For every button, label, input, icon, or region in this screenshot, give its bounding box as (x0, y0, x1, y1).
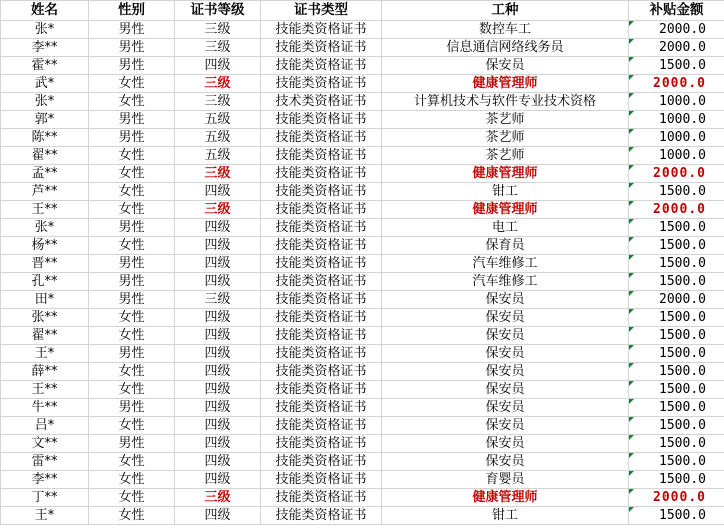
table-row (1, 57, 724, 75)
table-row (1, 237, 724, 255)
cell-type[interactable]: 技能类资格证书 (261, 309, 382, 327)
cell-name[interactable]: 吕* (1, 417, 89, 435)
cell-job[interactable]: 健康管理师 (382, 165, 629, 183)
cell-amount[interactable]: 1000.0 (629, 147, 724, 165)
cell-name[interactable]: 张* (1, 21, 89, 39)
cell-level[interactable]: 三级 (175, 75, 261, 93)
cell-type[interactable]: 技能类资格证书 (261, 75, 382, 93)
cell-type[interactable]: 技能类资格证书 (261, 111, 382, 129)
table-row (1, 255, 724, 273)
cell-name[interactable]: 郭* (1, 111, 89, 129)
cell-job[interactable]: 保安员 (382, 57, 629, 75)
table-row (1, 489, 724, 507)
cell-level[interactable]: 四级 (175, 237, 261, 255)
cell-gender[interactable]: 男性 (89, 435, 175, 453)
cell-type[interactable]: 技能类资格证书 (261, 39, 382, 57)
cell-type[interactable]: 技能类资格证书 (261, 57, 382, 75)
table-row (1, 219, 724, 237)
cell-gender[interactable]: 女性 (89, 237, 175, 255)
cell-gender[interactable]: 男性 (89, 291, 175, 309)
cell-job[interactable]: 保安员 (382, 399, 629, 417)
cell-amount[interactable]: 1500.0 (629, 237, 724, 255)
cell-amount[interactable]: 1500.0 (629, 309, 724, 327)
cell-name[interactable]: 王** (1, 381, 89, 399)
header-type[interactable]: 证书类型 (261, 1, 382, 21)
table-row (1, 363, 724, 381)
cell-name[interactable]: 翟** (1, 327, 89, 345)
cell-amount[interactable]: 2000.0 (629, 165, 724, 183)
cell-job[interactable]: 钳工 (382, 507, 629, 525)
table-row (1, 165, 724, 183)
header-row (1, 1, 724, 21)
cell-level[interactable]: 四级 (175, 435, 261, 453)
cell-job[interactable]: 信息通信网络线务员 (382, 39, 629, 57)
table-row (1, 111, 724, 129)
cell-level[interactable]: 四级 (175, 327, 261, 345)
cell-amount[interactable]: 1500.0 (629, 255, 724, 273)
cell-type[interactable]: 技术类资格证书 (261, 93, 382, 111)
cell-amount[interactable]: 1500.0 (629, 453, 724, 471)
cell-amount[interactable]: 1000.0 (629, 111, 724, 129)
cell-name[interactable]: 孔** (1, 273, 89, 291)
header-row-group (1, 1, 724, 21)
cell-job[interactable]: 保安员 (382, 291, 629, 309)
cell-job[interactable]: 保安员 (382, 327, 629, 345)
cell-type[interactable]: 技能类资格证书 (261, 435, 382, 453)
cell-type[interactable]: 技能类资格证书 (261, 183, 382, 201)
cell-gender[interactable]: 女性 (89, 309, 175, 327)
cell-amount[interactable]: 2000.0 (629, 201, 724, 219)
cell-job[interactable]: 保安员 (382, 435, 629, 453)
cell-name[interactable]: 陈** (1, 129, 89, 147)
cell-type[interactable]: 技能类资格证书 (261, 291, 382, 309)
header-job[interactable]: 工种 (382, 1, 629, 21)
cell-gender[interactable]: 男性 (89, 39, 175, 57)
table-row (1, 507, 724, 525)
cell-job[interactable]: 电工 (382, 219, 629, 237)
cell-type[interactable]: 技能类资格证书 (261, 381, 382, 399)
cell-amount[interactable]: 1500.0 (629, 435, 724, 453)
table-body (1, 21, 724, 525)
cell-job[interactable]: 茶艺师 (382, 147, 629, 165)
cell-type[interactable]: 技能类资格证书 (261, 489, 382, 507)
cell-name[interactable]: 霍** (1, 57, 89, 75)
cell-job[interactable]: 保安员 (382, 309, 629, 327)
cell-gender[interactable]: 女性 (89, 363, 175, 381)
table-row (1, 39, 724, 57)
cell-name[interactable]: 牛** (1, 399, 89, 417)
cell-gender[interactable]: 男性 (89, 129, 175, 147)
cell-gender[interactable]: 女性 (89, 417, 175, 435)
cell-amount[interactable]: 1500.0 (629, 507, 724, 525)
table-row (1, 147, 724, 165)
cell-level[interactable]: 三级 (175, 21, 261, 39)
cell-level[interactable]: 四级 (175, 417, 261, 435)
cell-level[interactable]: 四级 (175, 57, 261, 75)
table-row (1, 201, 724, 219)
cell-name[interactable]: 王* (1, 507, 89, 525)
cell-gender[interactable]: 女性 (89, 471, 175, 489)
header-level[interactable]: 证书等级 (175, 1, 261, 21)
cell-name[interactable]: 李** (1, 39, 89, 57)
cell-type[interactable]: 技能类资格证书 (261, 417, 382, 435)
cell-level[interactable]: 四级 (175, 399, 261, 417)
table-row (1, 93, 724, 111)
cell-job[interactable]: 健康管理师 (382, 201, 629, 219)
cell-gender[interactable]: 女性 (89, 453, 175, 471)
header-name[interactable]: 姓名 (1, 1, 89, 21)
cell-gender[interactable]: 女性 (89, 147, 175, 165)
cell-job[interactable]: 育婴员 (382, 471, 629, 489)
cell-level[interactable]: 四级 (175, 273, 261, 291)
cell-job[interactable]: 茶艺师 (382, 129, 629, 147)
cell-name[interactable]: 李** (1, 471, 89, 489)
cell-amount[interactable]: 1500.0 (629, 57, 724, 75)
cell-name[interactable]: 张* (1, 219, 89, 237)
cell-level[interactable]: 四级 (175, 471, 261, 489)
cell-job[interactable]: 钳工 (382, 183, 629, 201)
table-row (1, 129, 724, 147)
table-row (1, 381, 724, 399)
cell-name[interactable]: 张* (1, 93, 89, 111)
cell-type[interactable]: 技能类资格证书 (261, 237, 382, 255)
cell-level[interactable]: 四级 (175, 363, 261, 381)
cell-level[interactable]: 三级 (175, 165, 261, 183)
table-row (1, 417, 724, 435)
cell-name[interactable]: 翟** (1, 147, 89, 165)
cell-gender[interactable]: 女性 (89, 489, 175, 507)
table-row (1, 309, 724, 327)
cell-level[interactable]: 四级 (175, 507, 261, 525)
cell-amount[interactable]: 2000.0 (629, 75, 724, 93)
cell-type[interactable]: 技能类资格证书 (261, 471, 382, 489)
cell-level[interactable]: 三级 (175, 39, 261, 57)
table-row (1, 327, 724, 345)
cell-amount[interactable]: 1500.0 (629, 381, 724, 399)
cell-amount[interactable]: 1000.0 (629, 129, 724, 147)
table-row (1, 435, 724, 453)
cell-name[interactable]: 孟** (1, 165, 89, 183)
cell-gender[interactable]: 女性 (89, 93, 175, 111)
cell-name[interactable]: 田* (1, 291, 89, 309)
cell-amount[interactable]: 1000.0 (629, 93, 724, 111)
cell-level[interactable]: 五级 (175, 147, 261, 165)
table-row (1, 183, 724, 201)
cell-gender[interactable]: 男性 (89, 255, 175, 273)
cell-name[interactable]: 雷** (1, 453, 89, 471)
cell-level[interactable]: 三级 (175, 201, 261, 219)
table-row (1, 291, 724, 309)
table-row (1, 345, 724, 363)
table-row (1, 273, 724, 291)
cell-level[interactable]: 四级 (175, 255, 261, 273)
cell-gender[interactable]: 男性 (89, 273, 175, 291)
cell-gender[interactable]: 男性 (89, 345, 175, 363)
cell-gender[interactable]: 女性 (89, 327, 175, 345)
cell-type[interactable]: 技能类资格证书 (261, 273, 382, 291)
cell-gender[interactable]: 男性 (89, 111, 175, 129)
cell-type[interactable]: 技能类资格证书 (261, 399, 382, 417)
table-row (1, 453, 724, 471)
cell-amount[interactable]: 2000.0 (629, 39, 724, 57)
cell-amount[interactable]: 2000.0 (629, 21, 724, 39)
cell-gender[interactable]: 男性 (89, 219, 175, 237)
cell-job[interactable]: 健康管理师 (382, 489, 629, 507)
cell-gender[interactable]: 女性 (89, 75, 175, 93)
cell-name[interactable]: 芦** (1, 183, 89, 201)
cell-amount[interactable]: 1500.0 (629, 363, 724, 381)
cell-job[interactable]: 保安员 (382, 381, 629, 399)
cell-name[interactable]: 丁** (1, 489, 89, 507)
cell-type[interactable]: 技能类资格证书 (261, 201, 382, 219)
cell-amount[interactable]: 2000.0 (629, 489, 724, 507)
cell-amount[interactable]: 1500.0 (629, 327, 724, 345)
cell-amount[interactable]: 1500.0 (629, 219, 724, 237)
cell-name[interactable]: 薛** (1, 363, 89, 381)
cell-type[interactable]: 技能类资格证书 (261, 453, 382, 471)
cell-job[interactable]: 计算机技术与软件专业技术资格 (382, 93, 629, 111)
cell-level[interactable]: 三级 (175, 489, 261, 507)
header-amount[interactable]: 补贴金额 (629, 1, 724, 21)
cell-name[interactable]: 张** (1, 309, 89, 327)
cell-name[interactable]: 杨** (1, 237, 89, 255)
cell-level[interactable]: 五级 (175, 129, 261, 147)
cell-name[interactable]: 文** (1, 435, 89, 453)
cell-gender[interactable]: 男性 (89, 399, 175, 417)
cell-gender[interactable]: 男性 (89, 57, 175, 75)
cell-level[interactable]: 三级 (175, 93, 261, 111)
cell-level[interactable]: 四级 (175, 309, 261, 327)
cell-job[interactable]: 保安员 (382, 453, 629, 471)
cell-job[interactable]: 数控车工 (382, 21, 629, 39)
cell-type[interactable]: 技能类资格证书 (261, 255, 382, 273)
cell-gender[interactable]: 女性 (89, 507, 175, 525)
cell-type[interactable]: 技能类资格证书 (261, 345, 382, 363)
table-row (1, 399, 724, 417)
cell-gender[interactable]: 男性 (89, 21, 175, 39)
cell-job[interactable]: 保安员 (382, 363, 629, 381)
cell-level[interactable]: 五级 (175, 111, 261, 129)
cell-type[interactable]: 技能类资格证书 (261, 327, 382, 345)
cell-type[interactable]: 技能类资格证书 (261, 507, 382, 525)
cell-level[interactable]: 四级 (175, 183, 261, 201)
cell-amount[interactable]: 1500.0 (629, 183, 724, 201)
cell-type[interactable]: 技能类资格证书 (261, 21, 382, 39)
cell-job[interactable]: 茶艺师 (382, 111, 629, 129)
cell-amount[interactable]: 1500.0 (629, 273, 724, 291)
cell-name[interactable]: 武* (1, 75, 89, 93)
table-row (1, 471, 724, 489)
cell-name[interactable]: 王* (1, 345, 89, 363)
cell-name[interactable]: 晋** (1, 255, 89, 273)
cell-type[interactable]: 技能类资格证书 (261, 147, 382, 165)
cell-job[interactable]: 汽车维修工 (382, 255, 629, 273)
cell-level[interactable]: 四级 (175, 219, 261, 237)
cell-job[interactable]: 保安员 (382, 417, 629, 435)
cell-amount[interactable]: 1500.0 (629, 471, 724, 489)
cell-level[interactable]: 三级 (175, 291, 261, 309)
cell-type[interactable]: 技能类资格证书 (261, 363, 382, 381)
cell-level[interactable]: 四级 (175, 345, 261, 363)
header-gender[interactable]: 性别 (89, 1, 175, 21)
cell-job[interactable]: 保育员 (382, 237, 629, 255)
cell-amount[interactable]: 1500.0 (629, 399, 724, 417)
cell-job[interactable]: 保安员 (382, 345, 629, 363)
cell-level[interactable]: 四级 (175, 381, 261, 399)
cell-job[interactable]: 汽车维修工 (382, 273, 629, 291)
cell-type[interactable]: 技能类资格证书 (261, 165, 382, 183)
cell-amount[interactable]: 2000.0 (629, 291, 724, 309)
cell-amount[interactable]: 1500.0 (629, 345, 724, 363)
cell-gender[interactable]: 女性 (89, 201, 175, 219)
cell-gender[interactable]: 女性 (89, 381, 175, 399)
cell-type[interactable]: 技能类资格证书 (261, 129, 382, 147)
cell-gender[interactable]: 女性 (89, 165, 175, 183)
cell-level[interactable]: 四级 (175, 453, 261, 471)
cell-amount[interactable]: 1500.0 (629, 417, 724, 435)
table-row (1, 21, 724, 39)
cell-name[interactable]: 王** (1, 201, 89, 219)
table-row (1, 75, 724, 93)
cell-job[interactable]: 健康管理师 (382, 75, 629, 93)
cell-gender[interactable]: 女性 (89, 183, 175, 201)
cell-type[interactable]: 技能类资格证书 (261, 219, 382, 237)
